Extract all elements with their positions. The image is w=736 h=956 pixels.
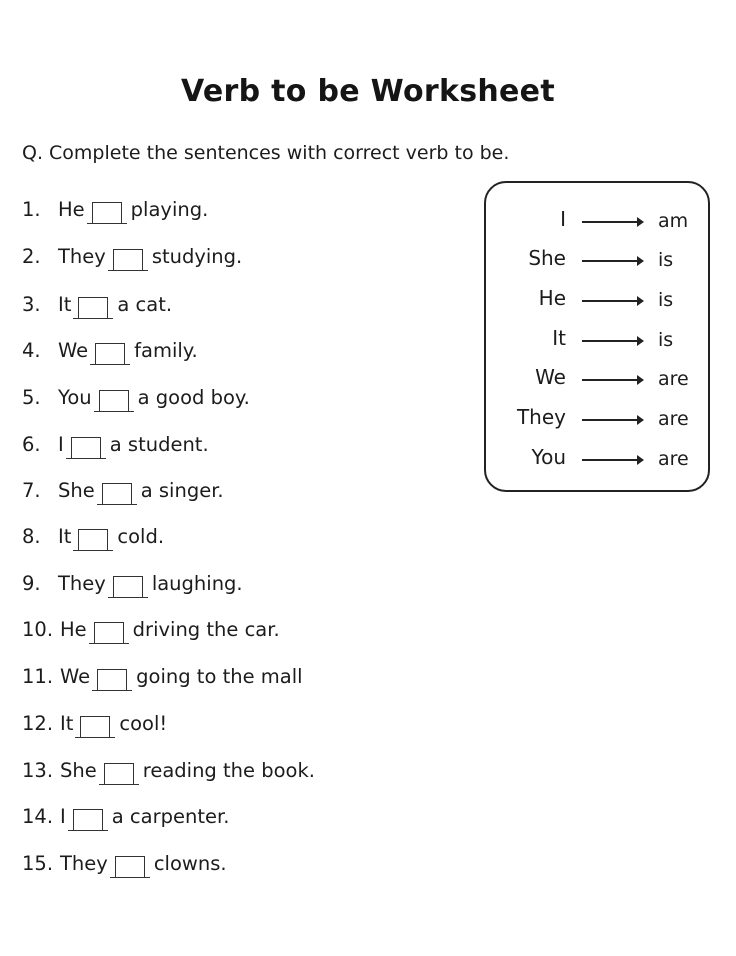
answer-blank[interactable] (66, 437, 106, 459)
item-rest: a student. (109, 433, 209, 456)
item-rest: a good boy. (137, 386, 250, 409)
item-subject: She (60, 759, 97, 782)
item-subject: They (58, 245, 106, 268)
sentence-item (22, 572, 243, 598)
sentence-item (22, 665, 303, 691)
sentence-item (22, 805, 229, 831)
reference-verb: are (658, 368, 689, 390)
answer-blank[interactable] (108, 249, 148, 271)
item-subject: I (60, 805, 66, 828)
item-subject: They (58, 572, 106, 595)
item-number: 2. (22, 245, 41, 268)
answer-blank[interactable] (99, 763, 139, 785)
item-rest: going to the mall (136, 665, 303, 688)
item-number: 15. (22, 852, 54, 875)
item-subject: We (60, 665, 91, 688)
reference-verb: is (658, 249, 674, 271)
item-rest: a carpenter. (111, 805, 230, 828)
item-subject: She (58, 479, 95, 502)
answer-blank[interactable] (87, 202, 127, 224)
question-instruction: Q. Complete the sentences with correct verb to be. (22, 142, 510, 164)
sentence-item (22, 386, 250, 412)
answer-blank[interactable] (73, 297, 113, 319)
item-number: 10. (22, 618, 54, 641)
arrow-right-icon (582, 419, 642, 421)
reference-verb: am (658, 210, 689, 232)
item-number: 11. (22, 665, 54, 688)
arrow-right-icon (582, 459, 642, 461)
arrow-right-icon (582, 379, 642, 381)
reference-row (486, 286, 712, 316)
worksheet-title: Verb to be Worksheet (181, 74, 555, 109)
item-subject: It (60, 712, 74, 735)
sentence-item (22, 433, 209, 459)
reference-pronoun: You (531, 445, 566, 469)
sentence-item (22, 712, 167, 738)
reference-row (486, 405, 712, 435)
verb-reference-box (484, 181, 710, 492)
sentence-item (22, 479, 224, 505)
item-rest: a singer. (140, 479, 224, 502)
reference-pronoun: It (552, 326, 566, 350)
reference-pronoun: We (535, 365, 566, 389)
item-rest: studying. (151, 245, 243, 268)
item-number: 9. (22, 572, 41, 595)
answer-blank[interactable] (110, 856, 150, 878)
item-number: 8. (22, 525, 41, 548)
reference-verb: is (658, 289, 674, 311)
item-number: 4. (22, 339, 41, 362)
sentence-item (22, 759, 315, 785)
item-number: 5. (22, 386, 41, 409)
item-rest: family. (134, 339, 198, 362)
reference-row (486, 445, 712, 475)
item-number: 7. (22, 479, 41, 502)
arrow-right-icon (582, 260, 642, 262)
item-subject: He (60, 618, 87, 641)
item-rest: cool! (119, 712, 168, 735)
item-rest: driving the car. (132, 618, 280, 641)
arrow-right-icon (582, 300, 642, 302)
answer-blank[interactable] (97, 483, 137, 505)
reference-pronoun: He (538, 286, 566, 310)
answer-blank[interactable] (68, 809, 108, 831)
answer-blank[interactable] (108, 576, 148, 598)
reference-pronoun: I (560, 207, 566, 231)
item-number: 6. (22, 433, 41, 456)
reference-row (486, 246, 712, 276)
sentence-item (22, 618, 280, 644)
item-rest: reading the book. (142, 759, 315, 782)
reference-verb: are (658, 408, 689, 430)
item-number: 13. (22, 759, 54, 782)
reference-verb: is (658, 329, 674, 351)
answer-blank[interactable] (89, 622, 129, 644)
answer-blank[interactable] (92, 669, 132, 691)
item-rest: laughing. (151, 572, 243, 595)
sentence-item (22, 339, 198, 365)
sentence-item (22, 525, 164, 551)
reference-row (486, 207, 712, 237)
reference-verb: are (658, 448, 689, 470)
item-subject: He (58, 198, 85, 221)
item-rest: playing. (130, 198, 209, 221)
item-subject: It (58, 525, 72, 548)
reference-pronoun: She (528, 246, 566, 270)
item-subject: I (58, 433, 64, 456)
sentence-item (22, 293, 172, 319)
item-number: 1. (22, 198, 41, 221)
sentence-item (22, 198, 208, 224)
item-rest: a cat. (117, 293, 173, 316)
item-subject: They (60, 852, 108, 875)
item-rest: clowns. (153, 852, 227, 875)
reference-row (486, 326, 712, 356)
item-number: 14. (22, 805, 54, 828)
answer-blank[interactable] (90, 343, 130, 365)
item-subject: You (58, 386, 92, 409)
answer-blank[interactable] (75, 716, 115, 738)
arrow-right-icon (582, 340, 642, 342)
item-subject: It (58, 293, 72, 316)
reference-row (486, 365, 712, 395)
item-subject: We (58, 339, 89, 362)
item-rest: cold. (117, 525, 165, 548)
sentence-item (22, 245, 242, 271)
arrow-right-icon (582, 221, 642, 223)
reference-pronoun: They (516, 405, 566, 429)
answer-blank[interactable] (94, 390, 134, 412)
item-number: 3. (22, 293, 41, 316)
item-number: 12. (22, 712, 54, 735)
answer-blank[interactable] (73, 529, 113, 551)
sentence-item (22, 852, 227, 878)
